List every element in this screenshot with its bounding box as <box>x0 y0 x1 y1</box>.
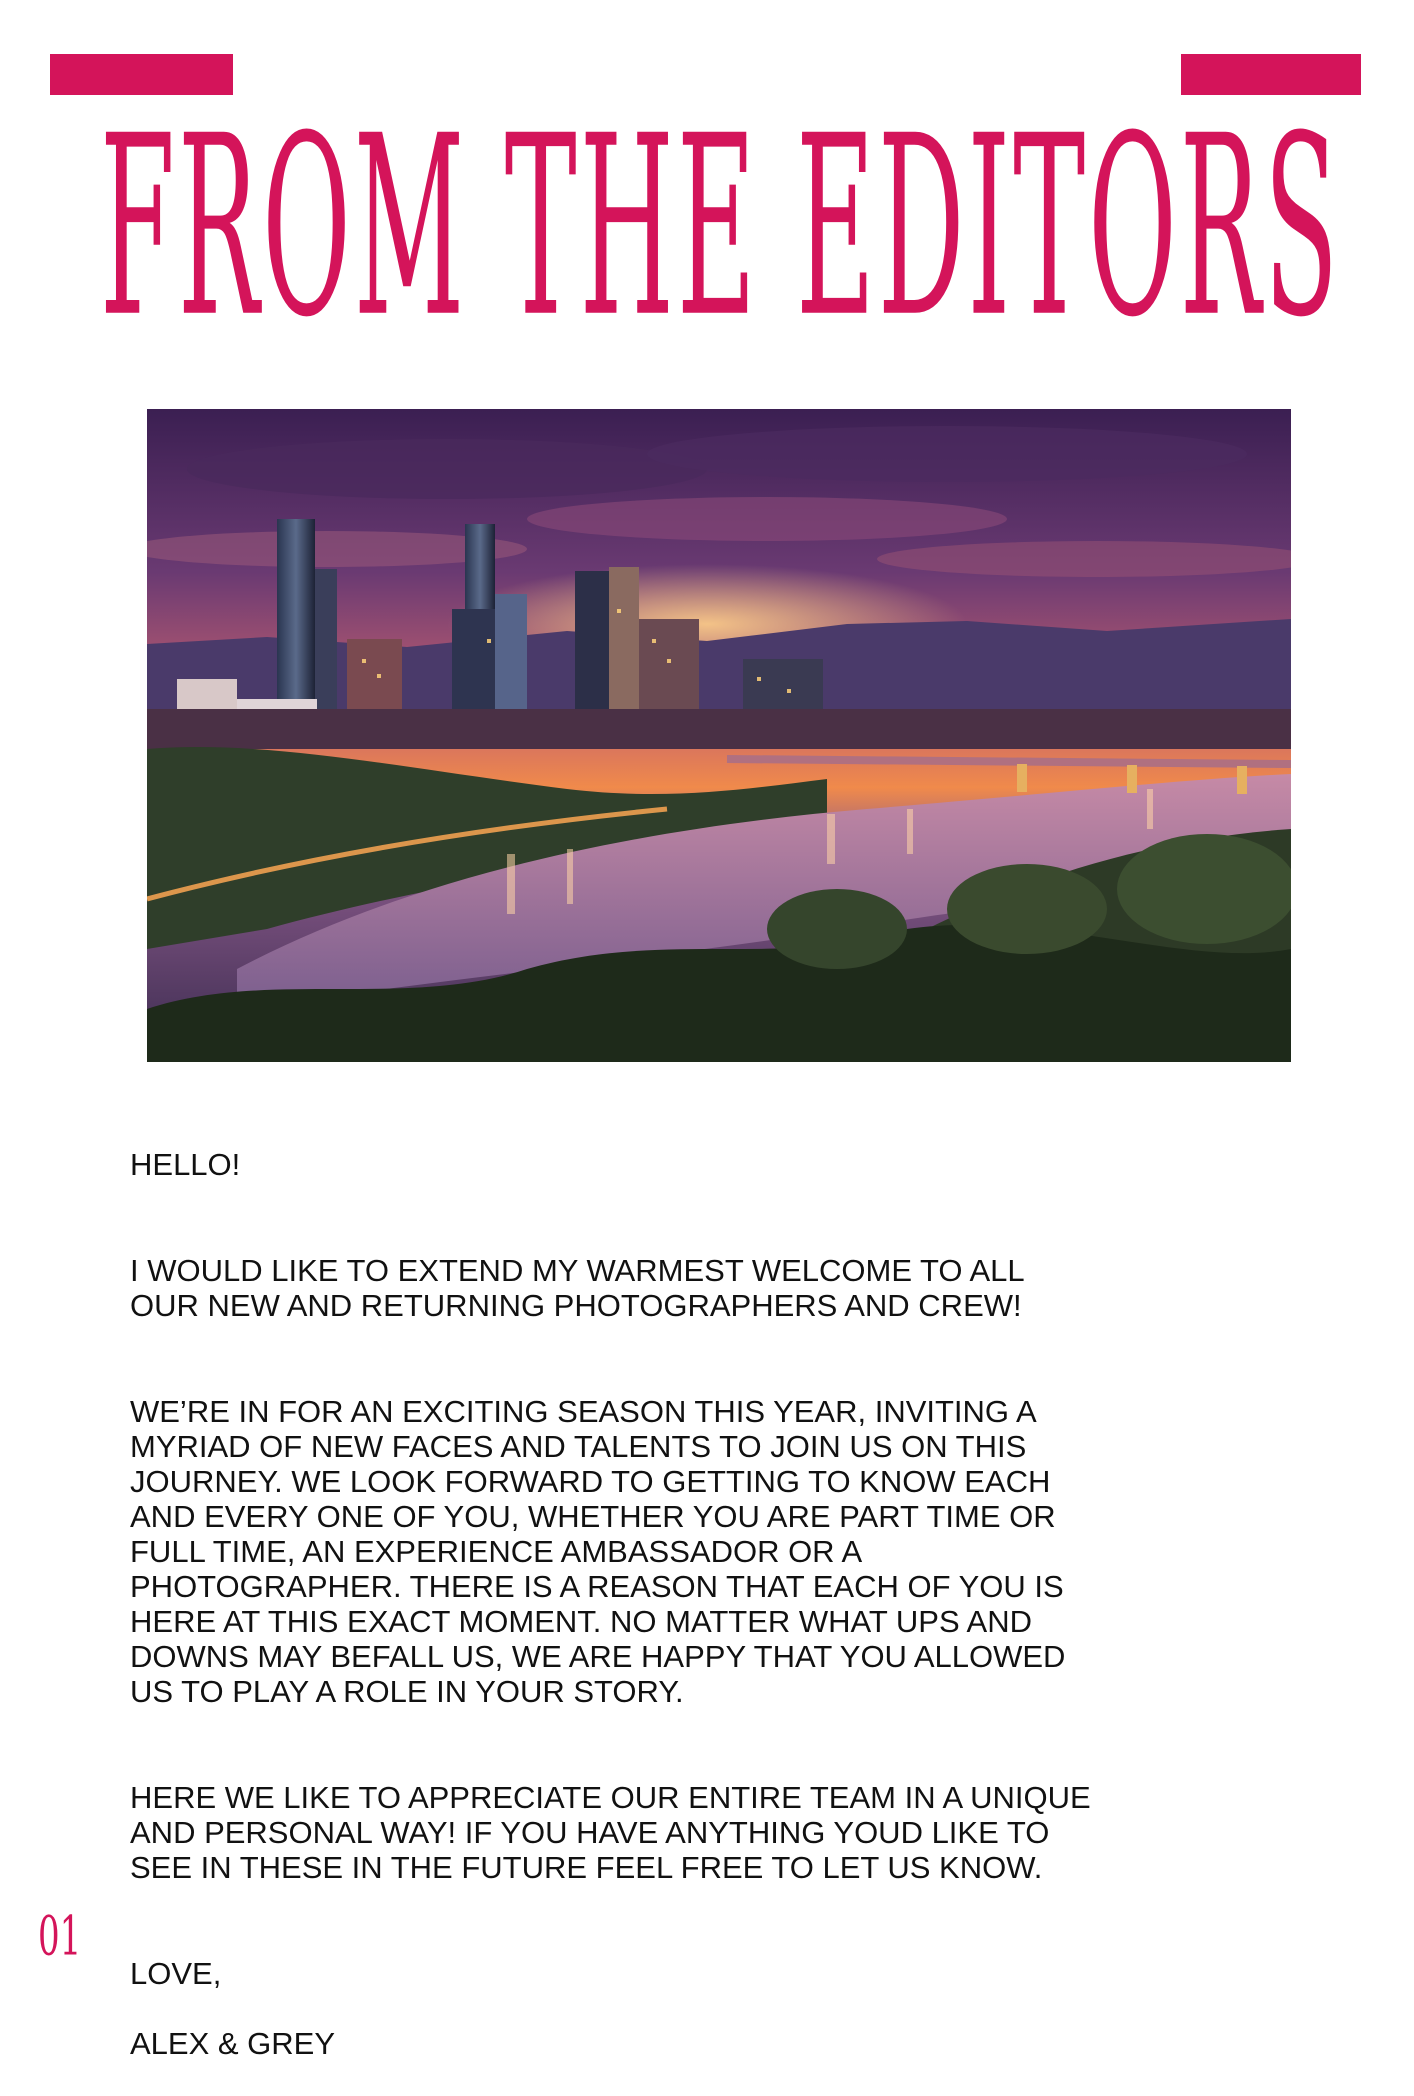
letter-paragraph: HERE WE LIKE TO APPRECIATE OUR ENTIRE TEAM IN A UNIQUE AND PERSONAL WAY! IF YOU HAVE ANYTHING YOUD LIKE TO SEE IN THESE IN THE FUTURE FEEL FREE TO LET US KNOW. <box>130 1780 1091 1885</box>
letter-paragraph: WE’RE IN FOR AN EXCITING SEASON THIS YEAR, INVITING A MYRIAD OF NEW FACES AND TALENTS TO JOIN US ON THIS JOURNEY. WE LOOK FORWARD TO GETTING TO KNOW EACH AND EVERY ONE OF YOU, WHETHER YOU ARE PART TIME OR FULL TIME, AN EXPERIENCE AMBASSADOR OR A PHOTOGRAPHER. THERE IS A REASON THAT EACH OF YOU IS HERE AT THIS EXACT MOMENT. NO MATTER WHAT UPS AND DOWNS MAY BEFALL US, WE ARE HAPPY THAT YOU ALLOWED US TO PLAY A ROLE IN YOUR STORY. <box>130 1394 1066 1709</box>
letter-closing: LOVE, <box>130 1956 222 1991</box>
page-title: FROM THE EDITORS <box>100 85 1342 373</box>
letter-greeting: HELLO! <box>130 1147 241 1182</box>
city-skyline-photo <box>147 409 1291 1062</box>
page-number: 01 <box>38 1905 82 1969</box>
letter-signature: ALEX & GREY <box>130 2026 336 2061</box>
letter-paragraph: I WOULD LIKE TO EXTEND MY WARMEST WELCOME TO ALL OUR NEW AND RETURNING PHOTOGRAPHERS AND CREW! <box>130 1253 1025 1323</box>
editors-letter <box>130 1112 1310 2096</box>
